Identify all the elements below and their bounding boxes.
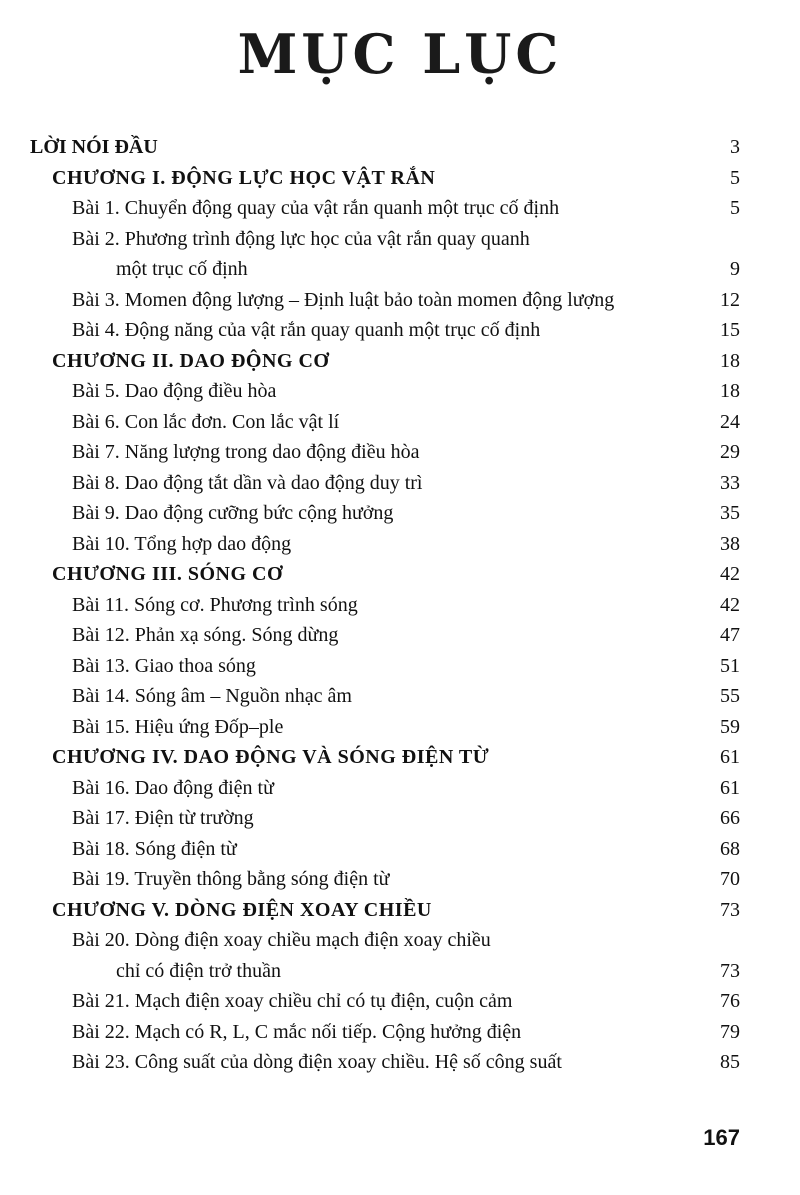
lesson-row xyxy=(0,651,800,682)
lesson-row xyxy=(0,986,800,1017)
entry-title: Bài 9. Dao động cưỡng bức cộng hưởng xyxy=(72,502,394,524)
lesson-row xyxy=(0,529,800,560)
lesson-row xyxy=(0,712,800,743)
entry-page: 3 xyxy=(730,136,740,158)
entry-title: Bài 6. Con lắc đơn. Con lắc vật lí xyxy=(72,410,340,433)
entry-title: chỉ có điện trở thuần xyxy=(116,959,281,982)
lesson-row xyxy=(0,376,800,407)
entry-page: 12 xyxy=(720,288,740,311)
lesson-row xyxy=(0,285,800,316)
entry-page: 59 xyxy=(720,715,740,738)
lesson-row xyxy=(0,254,800,285)
entry-title: Bài 20. Dòng điện xoay chiều mạch điện xoay chiều xyxy=(72,929,491,951)
entry-page: 73 xyxy=(720,959,740,982)
entry-title: CHƯƠNG IV. DAO ĐỘNG VÀ SÓNG ĐIỆN TỪ xyxy=(52,746,490,768)
preface-row xyxy=(0,132,800,163)
entry-title: Bài 3. Momen động lượng – Định luật bảo toàn momen động lượng xyxy=(72,288,615,311)
entry-title: Bài 8. Dao động tắt dần và dao động duy trì xyxy=(72,471,423,494)
entry-page: 76 xyxy=(720,990,740,1012)
entry-page: 38 xyxy=(720,532,740,555)
lesson-row xyxy=(0,834,800,865)
lesson-row xyxy=(0,1047,800,1078)
lesson-row xyxy=(0,224,800,255)
entry-title: Bài 22. Mạch có R, L, C mắc nối tiếp. Cộng hưởng điện xyxy=(72,1020,522,1043)
entry-title: một trục cố định xyxy=(116,258,248,280)
entry-title: Bài 7. Năng lượng trong dao động điều hòa xyxy=(72,441,420,463)
entry-page: 55 xyxy=(720,685,740,707)
entry-title: LỜI NÓI ĐẦU xyxy=(30,136,158,158)
lesson-row xyxy=(0,864,800,895)
entry-page: 15 xyxy=(720,319,740,341)
entry-title: CHƯƠNG III. SÓNG CƠ xyxy=(52,563,284,585)
entry-title: Bài 23. Công suất của dòng điện xoay chiều. Hệ số công suất xyxy=(72,1051,562,1073)
entry-page: 35 xyxy=(720,502,740,524)
entry-title: Bài 11. Sóng cơ. Phương trình sóng xyxy=(72,593,358,616)
entry-title: Bài 21. Mạch điện xoay chiều chỉ có tụ điện, cuộn cảm xyxy=(72,990,513,1012)
entry-title: Bài 19. Truyền thông bằng sóng điện từ xyxy=(72,868,390,890)
lesson-row xyxy=(0,590,800,621)
entry-page: 29 xyxy=(720,441,740,463)
entry-title: Bài 5. Dao động điều hòa xyxy=(72,380,277,402)
entry-page: 18 xyxy=(720,380,740,402)
lesson-row xyxy=(0,437,800,468)
entry-title: Bài 1. Chuyển động quay của vật rắn quanh một trục cố định xyxy=(72,197,560,219)
entry-page: 61 xyxy=(720,776,740,799)
entry-page: 68 xyxy=(720,837,740,860)
entry-title: Bài 13. Giao thoa sóng xyxy=(72,654,256,677)
entry-page: 5 xyxy=(730,197,740,219)
entry-title: Bài 14. Sóng âm – Nguồn nhạc âm xyxy=(72,685,352,707)
entry-title: Bài 17. Điện từ trường xyxy=(72,807,254,829)
lesson-row xyxy=(0,620,800,651)
entry-title: Bài 4. Động năng của vật rắn quay quanh một trục cố định xyxy=(72,319,541,341)
entry-page: 85 xyxy=(720,1051,740,1073)
entry-page: 51 xyxy=(720,654,740,677)
chapter-row xyxy=(0,346,800,377)
table-of-contents xyxy=(0,132,800,1078)
entry-title: Bài 10. Tổng hợp dao động xyxy=(72,532,292,555)
entry-page: 24 xyxy=(720,410,740,433)
entry-page: 9 xyxy=(730,258,740,280)
lesson-row xyxy=(0,468,800,499)
lesson-row xyxy=(0,773,800,804)
entry-title: Bài 16. Dao động điện từ xyxy=(72,776,274,799)
entry-page: 47 xyxy=(720,624,740,646)
entry-page: 18 xyxy=(720,349,740,372)
lesson-row xyxy=(0,681,800,712)
entry-page: 61 xyxy=(720,746,740,768)
lesson-row xyxy=(0,956,800,987)
chapter-row xyxy=(0,895,800,926)
entry-page: 79 xyxy=(720,1020,740,1043)
lesson-row xyxy=(0,803,800,834)
lesson-row xyxy=(0,407,800,438)
entry-title: Bài 12. Phản xạ sóng. Sóng dừng xyxy=(72,624,339,646)
chapter-row xyxy=(0,742,800,773)
lesson-row xyxy=(0,1017,800,1048)
page-title: MỤC LỤC xyxy=(237,22,563,86)
page-number: 167 xyxy=(703,1125,740,1150)
entry-title: CHƯƠNG II. DAO ĐỘNG CƠ xyxy=(52,349,330,372)
entry-page: 42 xyxy=(720,563,740,585)
entry-title: CHƯƠNG I. ĐỘNG LỰC HỌC VẬT RẮN xyxy=(52,166,436,189)
entry-title: Bài 18. Sóng điện từ xyxy=(72,837,237,860)
lesson-row xyxy=(0,498,800,529)
entry-title: Bài 2. Phương trình động lực học của vật rắn quay quanh xyxy=(72,227,530,250)
entry-page: 5 xyxy=(730,166,740,189)
entry-page: 70 xyxy=(720,868,740,890)
lesson-row xyxy=(0,315,800,346)
entry-page: 73 xyxy=(720,898,740,921)
lesson-row xyxy=(0,925,800,956)
chapter-row xyxy=(0,559,800,590)
entry-title: CHƯƠNG V. DÒNG ĐIỆN XOAY CHIỀU xyxy=(52,898,432,921)
entry-page: 42 xyxy=(720,593,740,616)
entry-title: Bài 15. Hiệu ứng Đốp–ple xyxy=(72,715,284,738)
chapter-row xyxy=(0,163,800,194)
entry-page: 66 xyxy=(720,807,740,829)
entry-page: 33 xyxy=(720,471,740,494)
lesson-row xyxy=(0,193,800,224)
